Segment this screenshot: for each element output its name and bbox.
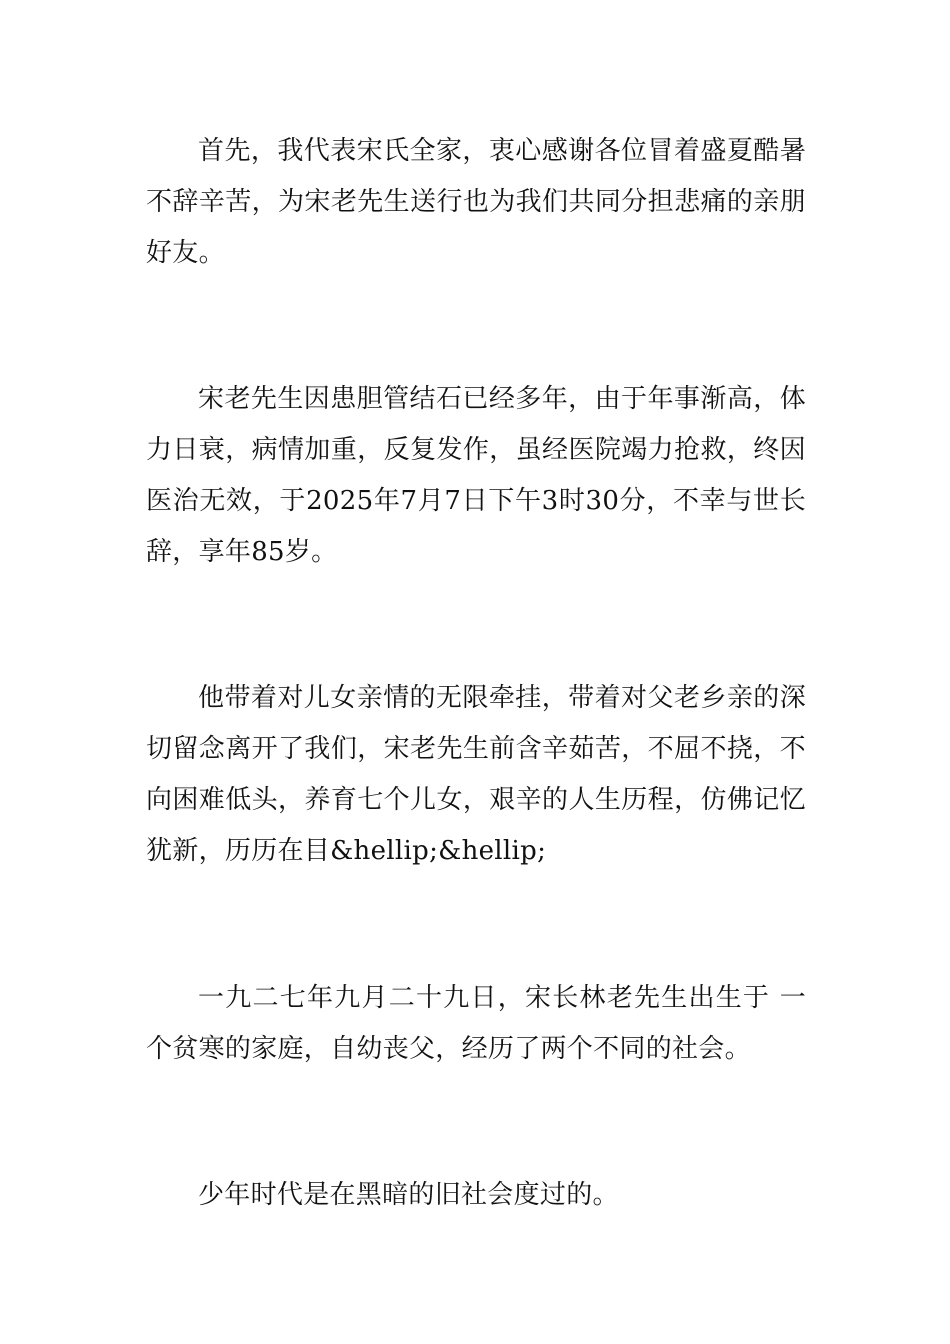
paragraph-birth: 一九二七年九月二十九日，宋长林老先生出生于 一个贫寒的家庭，自幼丧父，经历了两个不同的社会。	[146, 983, 806, 1064]
paragraph-illness: 宋老先生因患胆管结石已经多年，由于年事渐高，体力日衰，病情加重，反复发作，虽经医院竭力抢救，终因医治无效，于2025年7月7日下午3时30分，不幸与世长辞，享年85岁。	[146, 384, 806, 567]
paragraph-memory: 他带着对儿女亲情的无限牵挂，带着对父老乡亲的深切留念离开了我们，宋老先生前含辛茹苦，不屈不挠，不向困难低头，养育七个儿女，艰辛的人生历程，仿佛记忆犹新，历历在目&hellip;&hellip;	[146, 683, 806, 866]
paragraph-thanks: 首先，我代表宋氏全家，衷心感谢各位冒着盛夏酷暑不辞辛苦，为宋老先生送行也为我们共同分担悲痛的亲朋好友。	[146, 136, 806, 268]
paragraph-youth: 少年时代是在黑暗的旧社会度过的。	[198, 1180, 619, 1210]
